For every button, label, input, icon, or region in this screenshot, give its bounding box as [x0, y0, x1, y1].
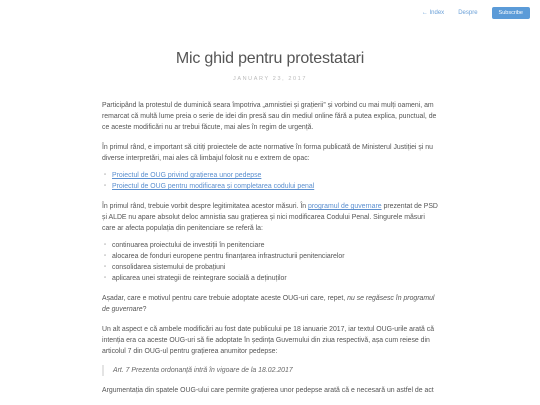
governance-program-link[interactable]: programul de guvernare — [308, 203, 382, 210]
about-link[interactable]: Despre — [458, 10, 478, 16]
subscribe-button[interactable]: Subscribe — [492, 7, 530, 19]
paragraph-intro: Participând la protestul de duminică seara împotriva „amnistiei și grațierii” și vorbind cu mai mulți oameni, am remarcat că multă lume preia o serie de idei din presă sau din mediul online fără a putea explica, punctual, de ce aceste modificări nu ar trebui făcute, mai ales în regim de urgență. — [102, 102, 437, 131]
draft-links-list — [104, 170, 440, 192]
list-item: ▫ continuarea proiectului de investiții în penitenciare — [104, 240, 440, 251]
post-header — [0, 50, 540, 82]
paragraph-dates: Un alt aspect e că ambele modificări au fost date publicului pe 18 ianuarie 2017, iar textul OUG-urile arată că intenția era ca aceste OUG-uri să fie adoptate în ședința Guvernului din ziua respectivă, așa cum reiese din articolul 7 din OUG-ul pentru grațierea anumitor pedepse: — [102, 326, 435, 355]
list-item: ▫ alocarea de fonduri europene pentru finanțarea infrastructurii penitenciarelor — [104, 251, 440, 262]
paragraph-legitimacy — [102, 201, 440, 234]
list-item: ▫ aplicarea unei strategii de reintegrare socială a deținuților — [104, 273, 440, 284]
text-span: Așadar, care e motivul pentru care trebuie adoptate aceste OUG-uri care, repet, — [102, 295, 348, 302]
article-quote: Art. 7 Prezenta ordonanță intră în vigoare de la 18.02.2017 — [102, 365, 440, 376]
paragraph-argument: Argumentația din spatele OUG-ului care permite grațierea unor pedepse arată că e necesară un astfel de act — [102, 387, 434, 394]
list-item — [104, 170, 440, 181]
paragraph-read-drafts: În primul rând, e important să citiți proiectele de acte normative în forma publicată de Ministerul Justiției și nu diverse interpretări, mai ales cã limbajul folosit nu e extrem de opac: — [102, 144, 433, 162]
post-date: JANUARY 23, 2017 — [232, 76, 307, 82]
text-span: În primul rând, trebuie vorbit despre legitimitatea acestor măsuri. În — [102, 203, 309, 210]
post-title: Mic ghid pentru protestatari — [175, 50, 365, 67]
emphasis-text: nu se regăsesc în programul de guvernare — [102, 295, 435, 313]
list-item: ▫ consolidarea sistemului de probațiuni — [104, 262, 440, 273]
measures-list — [104, 240, 440, 284]
draft-link-penal-code[interactable]: Proiectul de OUG pentru modificarea și completarea codului penal — [112, 183, 315, 190]
text-span: ? — [142, 306, 147, 313]
draft-link-pardon[interactable]: Proiectul de OUG privind grațierea unor pedepse — [112, 172, 262, 179]
top-nav — [422, 7, 530, 19]
post-content — [102, 100, 440, 405]
list-item — [104, 181, 440, 192]
text-span: prezentat de PSD și ALDE nu apare absolut deloc amnistia sau grațierea și nici modificarea Codului Penal. Singurele măsuri care ar afecta populația din penitenciare se referă la: — [102, 203, 438, 232]
index-link[interactable]: ← Index — [421, 10, 445, 16]
paragraph-question — [102, 293, 440, 315]
